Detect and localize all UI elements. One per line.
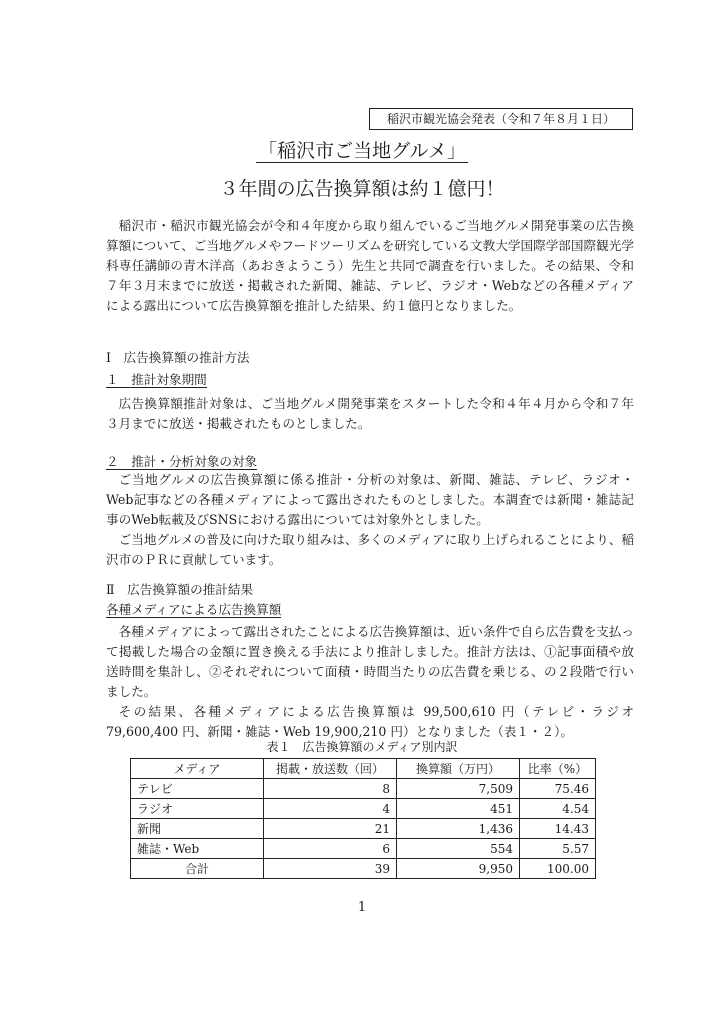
section-1-sub2-heading [106,452,257,472]
media-amount: 1,436 [397,819,520,839]
media-ratio: 75.46 [520,779,596,799]
section-1-sub1-block [106,394,634,434]
media-breakdown-table [130,758,596,879]
header-count: 掲載・放送数（回） [264,759,397,779]
media-ratio: 4.54 [520,799,596,819]
section-2-sub-heading [106,600,281,620]
release-note: 稲沢市観光協会発表（令和７年８月１日） [369,108,633,130]
media-name: 新聞 [131,819,264,839]
media-name: ラジオ [131,799,264,819]
media-amount: 554 [397,839,520,859]
table-row [131,819,596,839]
media-name: 雑誌・Web [131,839,264,859]
intro-paragraph [106,216,634,316]
header-ratio: 比率（%） [520,759,596,779]
table-total-row [131,859,596,879]
header-amount: 換算額（万円） [397,759,520,779]
media-count: 21 [264,819,397,839]
media-count: 8 [264,779,397,799]
table-row [131,779,596,799]
section-2-sub-heading-text: 各種メディアによる広告換算額 [106,602,282,617]
header-media: メディア [131,759,264,779]
media-ratio: 14.43 [520,819,596,839]
section-2-text-2: その結果、各種メディアによる広告換算額は 99,500,610 円（テレビ・ラジオ 79,600,400 円、新聞・雑誌・Web 19,900,210 円）となりました（表１・２）。 [106,704,634,739]
title-line-1 [0,138,724,164]
section-1-sub2-text-1: ご当地グルメの広告換算額に係る推計・分析の対象は、新聞、雑誌、テレビ、ラジオ・Web記事などの各種メディアによって露出されたものとしました。本調査では新聞・雑誌記事のWeb転載及びSNSにおける露出については対象外としました。 [106,472,634,527]
section-1-heading: Ⅰ 広告換算額の推計方法 [106,350,250,365]
total-ratio: 100.00 [520,859,596,879]
table-caption: 表１ 広告換算額のメディア別内訳 [266,740,458,754]
total-amount: 9,950 [397,859,520,879]
media-amount: 451 [397,799,520,819]
media-ratio: 5.57 [520,839,596,859]
total-label: 合計 [131,859,264,879]
section-2-block [106,622,634,742]
media-count: 6 [264,839,397,859]
title-line-1-text: 「稲沢市ご当地グルメ」 [258,140,466,162]
media-count: 4 [264,799,397,819]
media-name: テレビ [131,779,264,799]
table-row [131,839,596,859]
section-2-heading: Ⅱ 広告換算額の推計結果 [106,582,254,597]
intro-text: 稲沢市・稲沢市観光協会が令和４年度から取り組んでいるご当地グルメ開発事業の広告換算額について、ご当地グルメやフードツーリズムを研究している文教大学国際学部国際観光学科専任講師の青木洋高（あおきようこう）先生と共同で調査を行いました。その結果、令和７年３月末までに放送・掲載された新聞、雑誌、テレビ、ラジオ・Webなどの各種メディアによる露出について広告換算額を推計した結果、約１億円となりました。 [106,218,634,313]
section-2-text-1: 各種メディアによって露出されたことによる広告換算額は、近い条件で自ら広告費を支払って掲載した場合の金額に置き換える手法により推計しました。推計方法は、①記事面積や放送時間を集計し、②それぞれについて面積・時間当たりの広告費を乗じる、の２段階で行いました。 [106,624,634,699]
section-1-sub1-heading-text: １ 推計対象期間 [106,372,207,387]
page-number: 1 [357,900,367,915]
table-row [131,799,596,819]
total-count: 39 [264,859,397,879]
section-1-sub1-heading [106,370,207,390]
table-header-row [131,759,596,779]
section-1-sub2-block [106,470,634,570]
section-1-sub2-heading-text: ２ 推計・分析対象の対象 [106,454,258,469]
media-amount: 7,509 [397,779,520,799]
title-line-2: ３年間の広告換算額は約１億円！ [219,178,505,200]
section-1-sub2-text-2: ご当地グルメの普及に向けた取り組みは、多くのメディアに取り上げられることにより、稲沢市のＰＲに貢献しています。 [106,532,634,567]
section-1-sub1-text: 広告換算額推計対象は、ご当地グルメ開発事業をスタートした令和４年４月から令和７年３月までに放送・掲載されたものとしました。 [106,396,634,431]
